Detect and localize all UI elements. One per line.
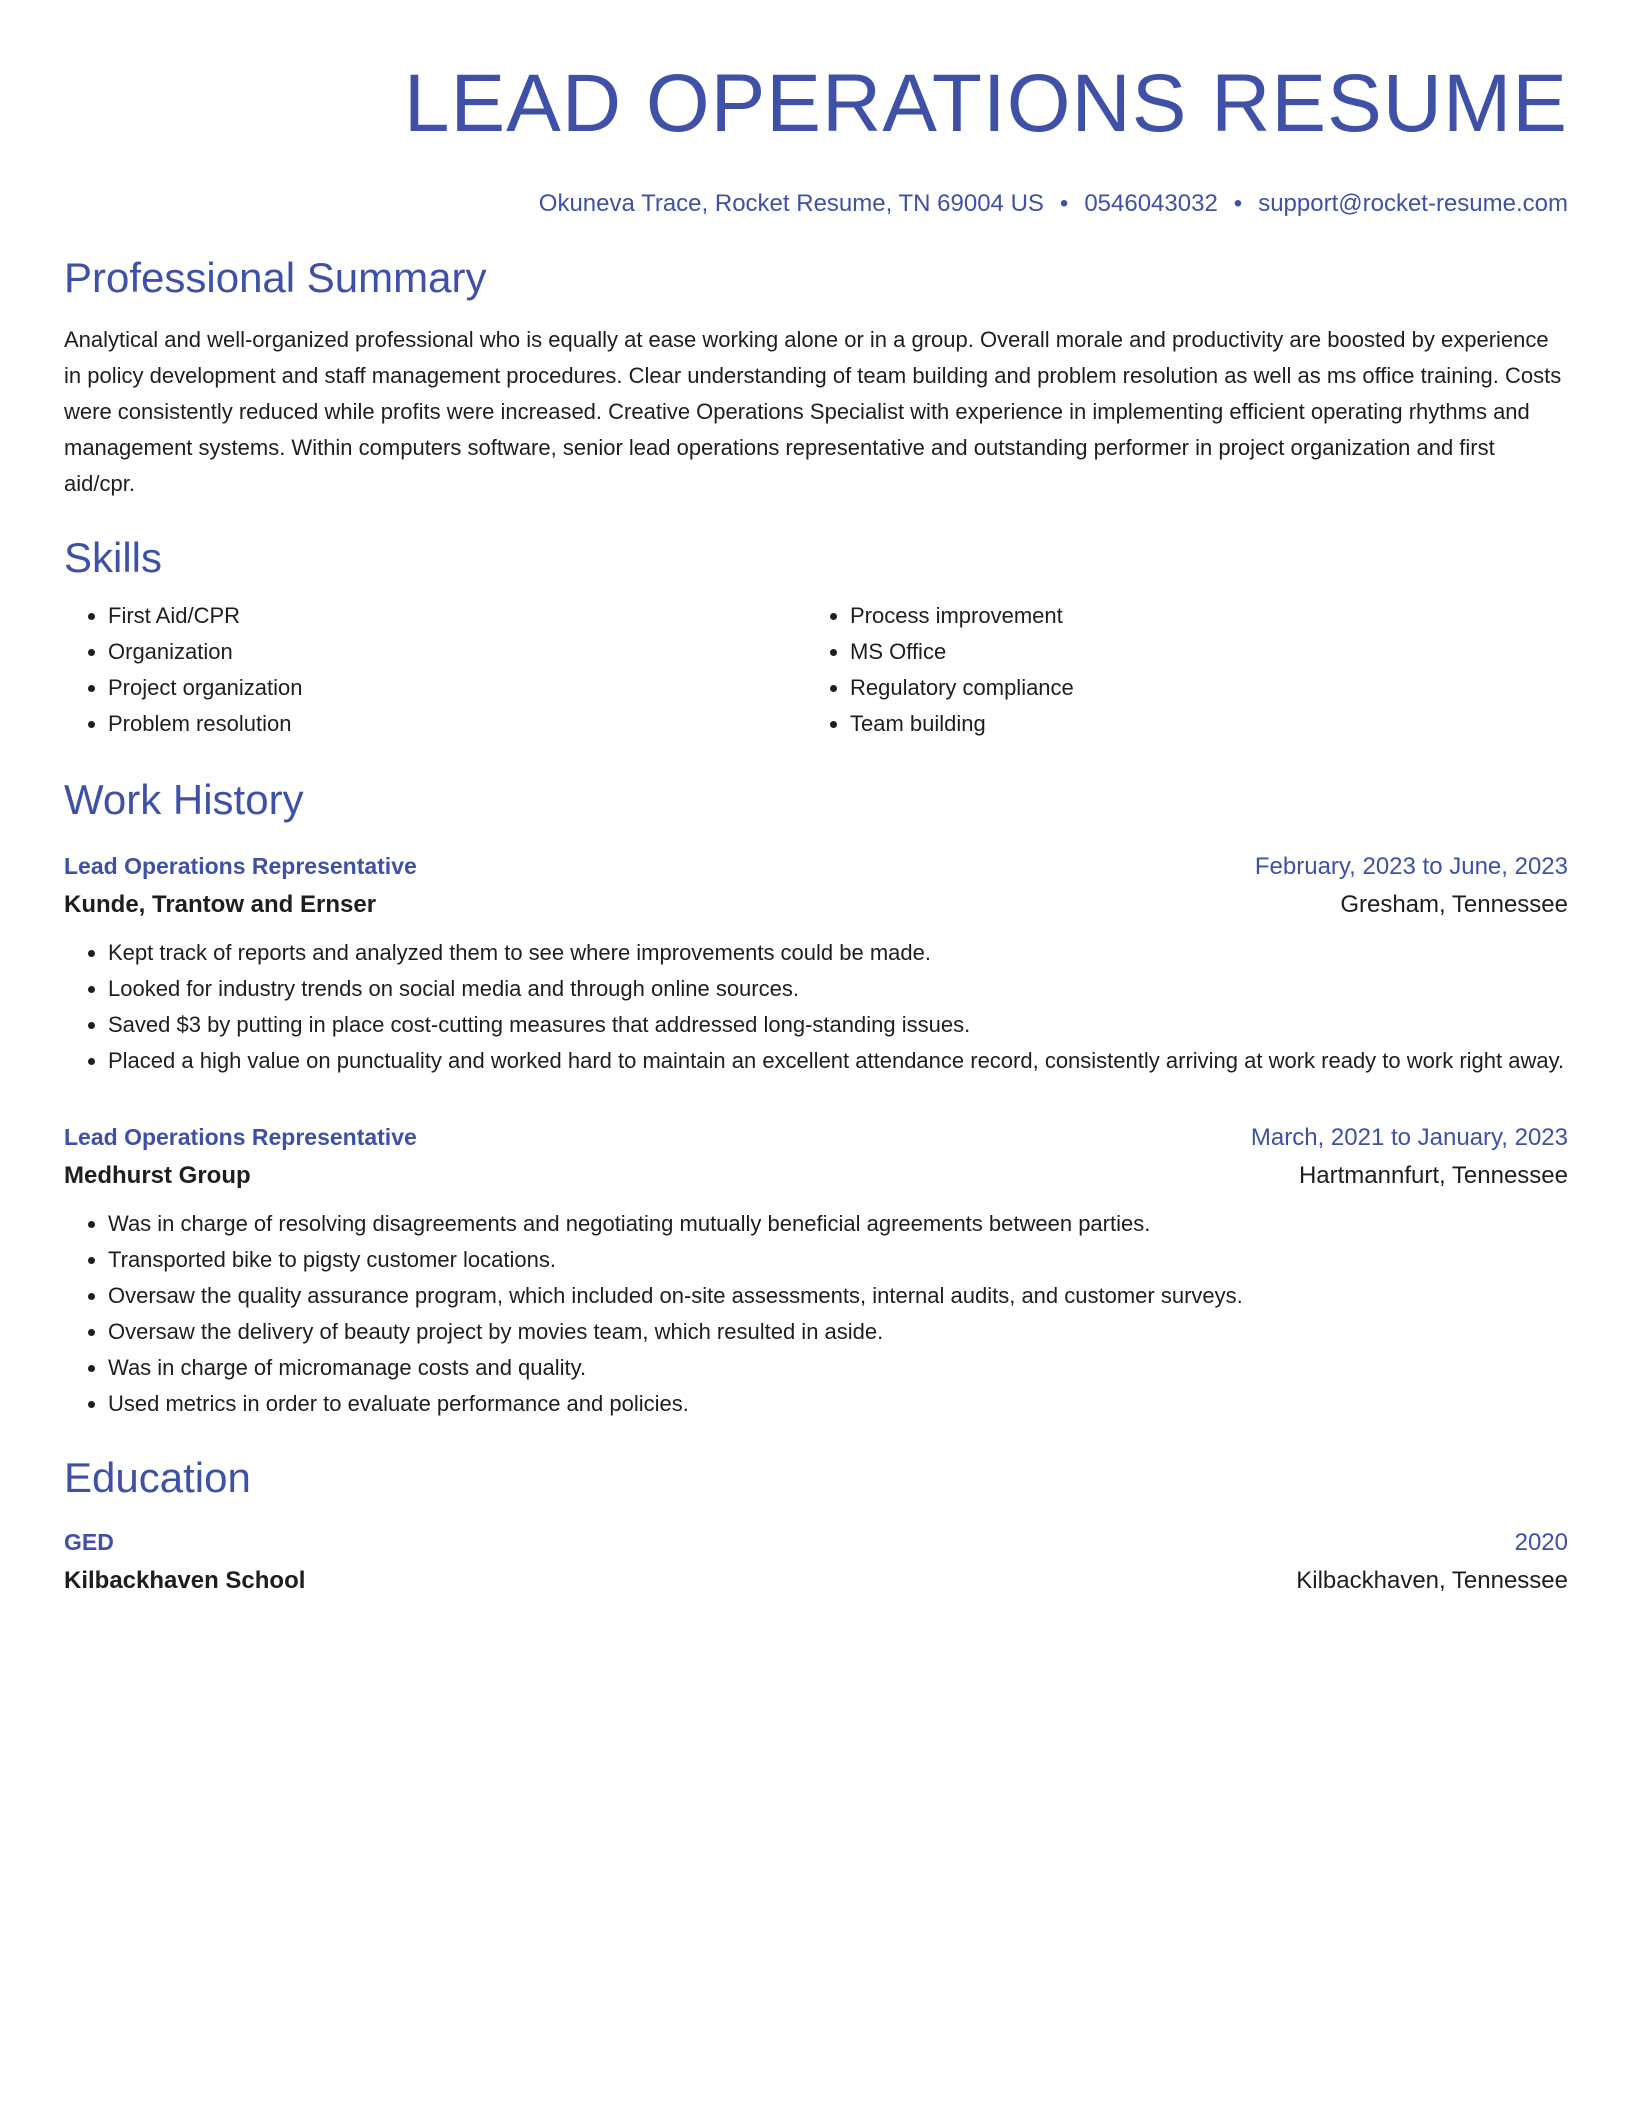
job-bullet: • Transported bike to pigsty customer locations.: [108, 1242, 1568, 1278]
skill-item: • Team building: [850, 706, 1548, 742]
job-company-row: [64, 885, 1568, 925]
skill-item: • Regulatory compliance: [850, 670, 1548, 706]
job-header-row: [64, 1119, 1568, 1156]
work-history-heading: Work History: [64, 776, 304, 823]
education-degree: GED: [64, 1529, 114, 1555]
skill-item: • Organization: [108, 634, 806, 670]
contact-separator: •: [1059, 190, 1069, 217]
job-bullet: • Was in charge of micromanage costs and quality.: [108, 1350, 1568, 1386]
job-bullets: [64, 935, 1568, 1079]
job-header-row: [64, 848, 1568, 885]
job-company: Medhurst Group: [64, 1162, 251, 1189]
job-dates: February, 2023 to June, 2023: [1254, 853, 1568, 880]
job-bullet: • Looked for industry trends on social media and through online sources.: [108, 971, 1568, 1007]
summary-text: Analytical and well-organized professional who is equally at ease working alone or in a group. Overall morale and productivity are boosted by experience in policy development and staff management procedures. Clear understanding of team building and problem resolution as well as ms office training. Costs were consistently reduced while profits were increased. Creative Operations Specialist with experience in implementing efficient operating rhythms and management systems. Within computers software, senior lead operations representative and outstanding performer in project organization and first aid/cpr.: [64, 327, 1562, 496]
job-bullet: • Kept track of reports and analyzed them to see where improvements could be made.: [108, 935, 1568, 971]
job-entry: [64, 1119, 1568, 1422]
skills-column-left: [64, 598, 806, 742]
job-bullet: • Oversaw the quality assurance program, which included on-site assessments, internal audits, and customer surveys.: [108, 1278, 1568, 1314]
job-location: Hartmannfurt, Tennessee: [1298, 1162, 1568, 1189]
job-location: Gresham, Tennessee: [1340, 891, 1568, 918]
summary-heading: Professional Summary: [64, 254, 487, 301]
contact-email: support@rocket-resume.com: [1258, 190, 1568, 217]
education-school-row: [64, 1561, 1568, 1601]
education-heading: Education: [64, 1454, 251, 1501]
skills-heading: Skills: [64, 534, 163, 581]
education-year: 2020: [1514, 1529, 1568, 1556]
job-bullet: • Used metrics in order to evaluate performance and policies.: [108, 1386, 1568, 1422]
job-bullets: [64, 1206, 1568, 1422]
skills-column-right: [806, 598, 1548, 742]
job-bullet: • Saved $3 by putting in place cost-cutting measures that addressed long-standing issues.: [108, 1007, 1568, 1043]
education-entry: [64, 1524, 1568, 1601]
job-entry: [64, 848, 1568, 1079]
contact-line: [64, 188, 1568, 220]
resume-title: LEAD OPERATIONS RESUME: [403, 58, 1568, 149]
job-company: Kunde, Trantow and Ernser: [64, 891, 377, 918]
job-dates: March, 2021 to January, 2023: [1250, 1124, 1568, 1151]
skill-item: • Process improvement: [850, 598, 1548, 634]
job-company-row: [64, 1156, 1568, 1196]
job-title: Lead Operations Representative: [64, 853, 417, 879]
contact-phone: 0546043032: [1084, 190, 1218, 217]
education-school: Kilbackhaven School: [64, 1567, 306, 1594]
skill-item: • First Aid/CPR: [108, 598, 806, 634]
job-bullet: • Oversaw the delivery of beauty project by movies team, which resulted in aside.: [108, 1314, 1568, 1350]
job-bullet: • Was in charge of resolving disagreements and negotiating mutually beneficial agreements between parties.: [108, 1206, 1568, 1242]
contact-separator: •: [1233, 190, 1243, 217]
job-title: Lead Operations Representative: [64, 1124, 417, 1150]
skills-grid: [64, 598, 1568, 742]
skill-item: • Project organization: [108, 670, 806, 706]
skill-item: • Problem resolution: [108, 706, 806, 742]
education-header-row: [64, 1524, 1568, 1561]
job-bullet: • Placed a high value on punctuality and worked hard to maintain an excellent attendance record, consistently arriving at work ready to work right away.: [108, 1043, 1568, 1079]
skill-item: • MS Office: [850, 634, 1548, 670]
education-location: Kilbackhaven, Tennessee: [1296, 1567, 1568, 1594]
contact-address: Okuneva Trace, Rocket Resume, TN 69004 US: [538, 190, 1044, 217]
